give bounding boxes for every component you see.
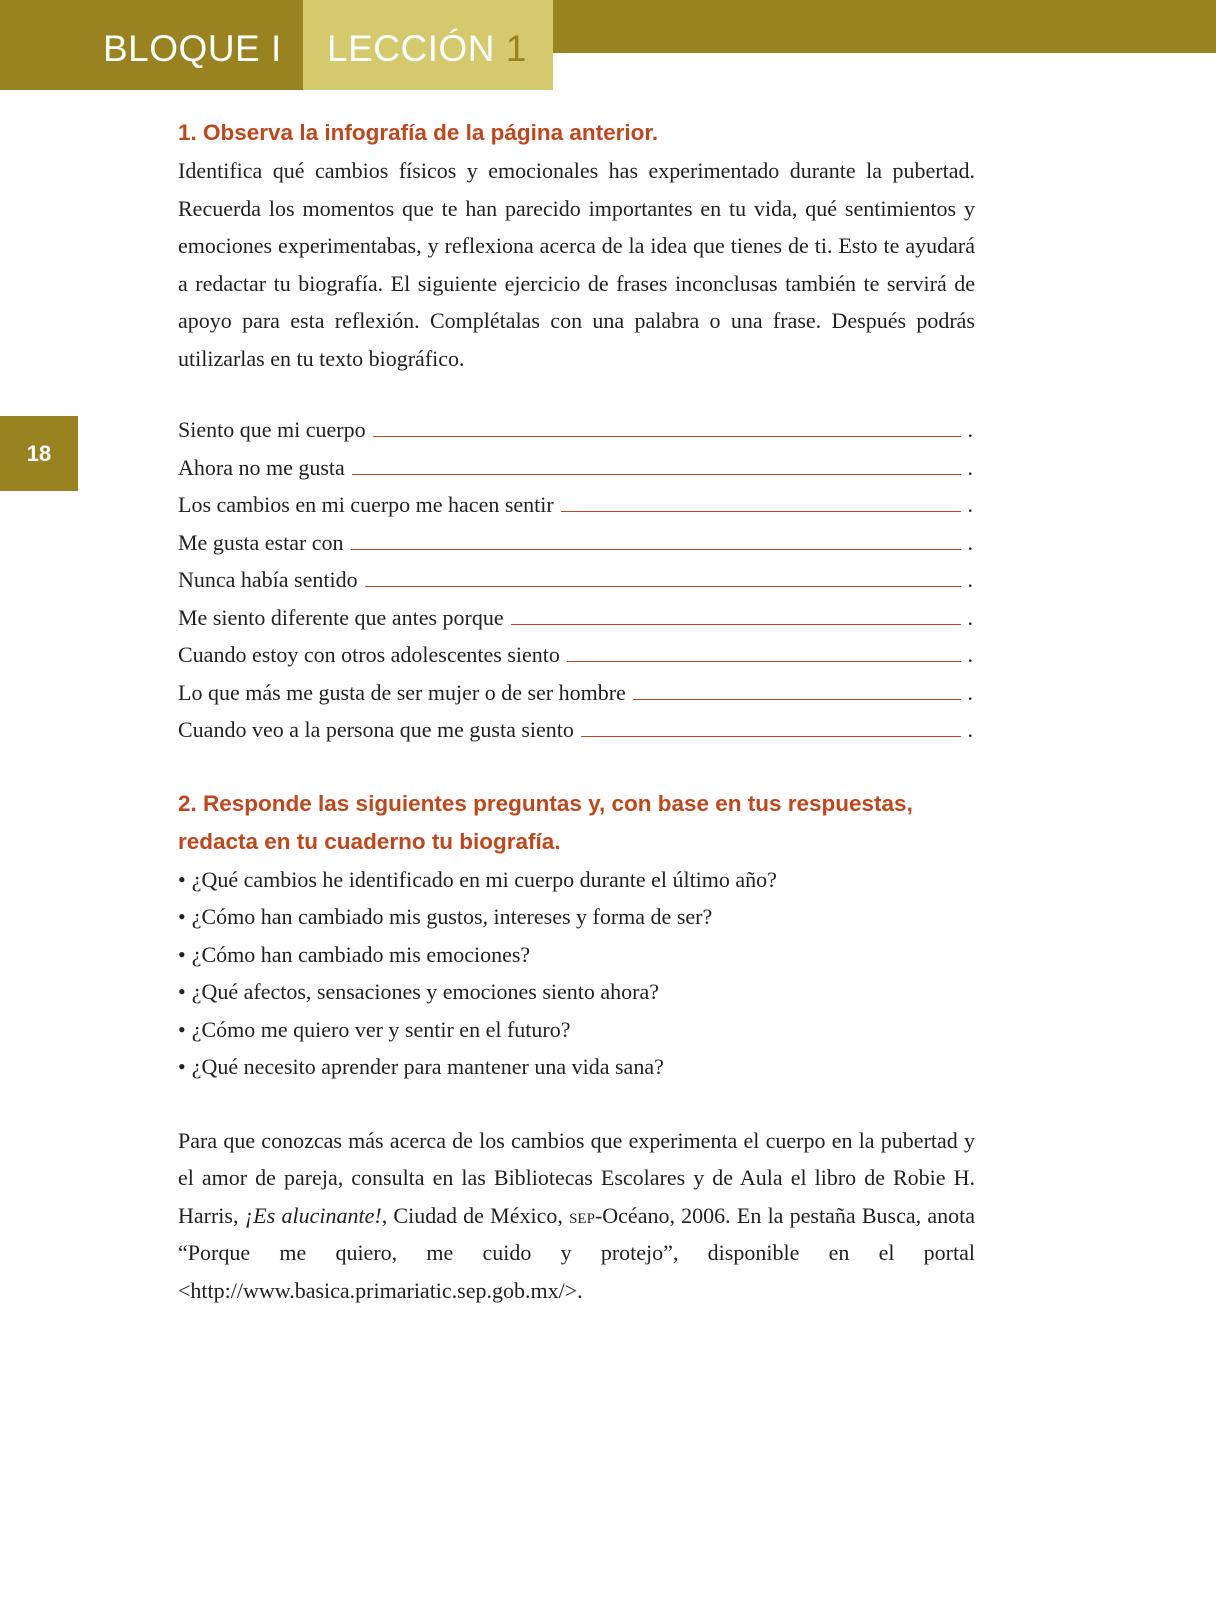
lesson-number: 1: [505, 28, 527, 69]
fill-in-prompt: Lo que más me gusta de ser mujer o de ser hombre: [178, 679, 626, 705]
question-text: ¿Qué necesito aprender para mantener una vida sana?: [191, 1054, 664, 1079]
question-item: [178, 936, 975, 974]
bullet-icon: •: [178, 1016, 186, 1042]
answer-line[interactable]: [561, 510, 961, 512]
fill-in-list: [178, 411, 975, 749]
spacer: [178, 377, 975, 411]
fill-in-prompt: Cuando estoy con otros adolescentes siento: [178, 642, 560, 667]
fill-in-period: .: [967, 417, 973, 442]
page-content: [178, 114, 975, 1309]
fill-in-period: .: [967, 529, 973, 555]
fill-in-period: .: [967, 492, 973, 517]
bullet-icon: •: [178, 1054, 186, 1079]
bullet-icon: •: [178, 866, 186, 892]
fill-in-period: .: [967, 679, 973, 705]
resources-paragraph: [178, 1122, 975, 1310]
question-item: [178, 1011, 975, 1049]
fill-in-period: .: [967, 642, 973, 667]
answer-line[interactable]: [373, 435, 961, 437]
resources-text-1: Para que conozcas más acerca de los cambios que experimenta el cuerpo en la pubertad y el amor de pareja, consulta en las Bibliotecas Escolares y de Aula el libro de Robie H. Harris,: [178, 1127, 975, 1228]
fill-in-period: .: [967, 604, 973, 630]
answer-line[interactable]: [352, 473, 961, 475]
fill-in-prompt: Nunca había sentido: [178, 567, 358, 592]
fill-in-prompt: Ahora no me gusta: [178, 454, 345, 480]
question-text: ¿Qué cambios he identificado en mi cuerpo durante el último año?: [191, 866, 777, 892]
spacer: [178, 749, 975, 785]
page-number-tab: [0, 416, 78, 491]
fill-in-row: [178, 486, 975, 524]
fill-in-row: [178, 599, 975, 637]
bullet-icon: •: [178, 941, 186, 967]
page-number: 18: [26, 440, 52, 466]
spacer: [178, 1086, 975, 1122]
fill-in-prompt: Me siento diferente que antes porque: [178, 604, 504, 630]
answer-line[interactable]: [581, 735, 961, 737]
question-item: [178, 973, 975, 1011]
fill-in-prompt: Siento que mi cuerpo: [178, 417, 366, 442]
section1-body: Identifica qué cambios físicos y emocionales has experimentado durante la pubertad. Recuerda los momentos que te han parecido importantes en tu vida, qué sentimientos y emociones experimentabas, y reflexiona acerca de la idea que tienes de ti. Esto te ayudará a redactar tu biografía. El siguiente ejercicio de frases inconclusas también te servirá de apoyo para esta reflexión. Complétalas con una palabra o una frase. Después podrás utilizarlas en tu texto biográfico.: [178, 158, 975, 371]
publisher-abbr: sep: [569, 1202, 595, 1228]
fill-in-period: .: [967, 567, 973, 592]
fill-in-row: [178, 636, 975, 674]
answer-line[interactable]: [633, 698, 961, 700]
fill-in-prompt: Los cambios en mi cuerpo me hacen sentir: [178, 492, 554, 517]
book-title: ¡Es alucinante!: [244, 1202, 382, 1228]
block-label: BLOQUE I: [103, 28, 282, 69]
answer-line[interactable]: [511, 623, 961, 625]
lesson-label: [327, 30, 527, 67]
lesson-word: LECCIÓN: [327, 28, 495, 69]
answer-line[interactable]: [567, 660, 961, 662]
question-list: [178, 861, 975, 1086]
fill-in-period: .: [967, 454, 973, 480]
fill-in-row: [178, 449, 975, 487]
fill-in-row: [178, 524, 975, 562]
fill-in-row: [178, 711, 975, 749]
question-text: ¿Qué afectos, sensaciones y emociones siento ahora?: [191, 979, 660, 1004]
fill-in-row: [178, 561, 975, 599]
section1-heading: 1. Observa la infografía de la página anterior.: [178, 120, 659, 145]
fill-in-row: [178, 411, 975, 449]
answer-line[interactable]: [365, 585, 961, 587]
bullet-icon: •: [178, 979, 186, 1004]
question-item: [178, 898, 975, 936]
resources-text-3: -Océano, 2006. En la pestaña Busca, anota “Porque me quiero, me cuido y protejo”, disponible en el portal <http://www.basica.primariatic.sep.gob.mx/>.: [178, 1202, 975, 1303]
question-text: ¿Cómo han cambiado mis gustos, intereses y forma de ser?: [191, 904, 713, 929]
fill-in-prompt: Me gusta estar con: [178, 529, 344, 555]
fill-in-row: [178, 674, 975, 712]
fill-in-period: .: [967, 717, 973, 742]
question-text: ¿Cómo han cambiado mis emociones?: [191, 941, 531, 967]
section2-heading: 2. Responde las siguientes preguntas y, con base en tus respuestas, redacta en tu cuaderno tu biografía.: [178, 790, 913, 854]
bullet-icon: •: [178, 904, 186, 929]
question-item: [178, 861, 975, 899]
question-text: ¿Cómo me quiero ver y sentir en el futuro?: [191, 1016, 571, 1042]
fill-in-prompt: Cuando veo a la persona que me gusta siento: [178, 717, 574, 742]
answer-line[interactable]: [351, 548, 961, 550]
resources-text-2: , Ciudad de México,: [381, 1202, 570, 1228]
question-item: [178, 1048, 975, 1086]
